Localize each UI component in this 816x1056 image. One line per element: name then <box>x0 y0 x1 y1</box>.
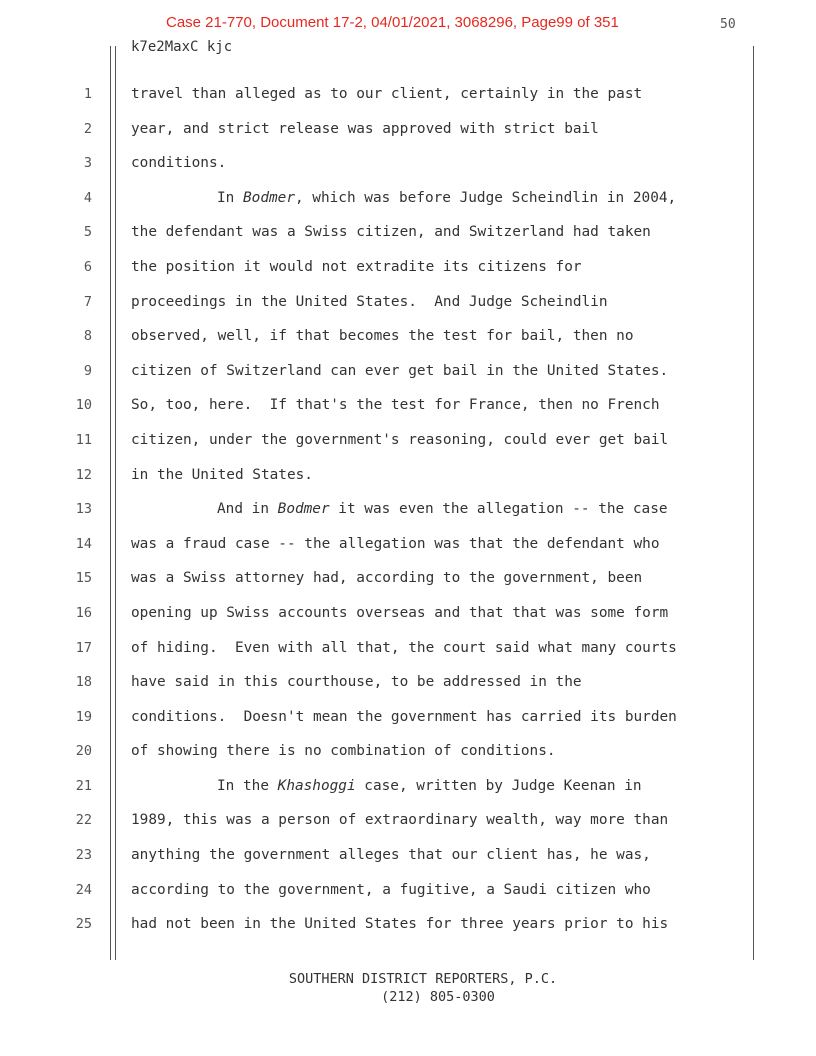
line-number: 21 <box>75 777 92 794</box>
line-number: 6 <box>83 258 92 275</box>
transcript-line <box>0 423 816 458</box>
text-segment: observed, well, if that becomes the test for bail, then no <box>131 328 634 345</box>
transcript-line <box>0 631 816 666</box>
transcript-line <box>0 319 816 354</box>
transcript-body <box>0 77 816 942</box>
footer-reporter: SOUTHERN DISTRICT REPORTERS, P.C. <box>288 971 558 987</box>
transcript-line <box>0 146 816 181</box>
line-number: 12 <box>75 466 92 483</box>
line-number: 23 <box>75 847 92 864</box>
line-number: 16 <box>75 604 92 621</box>
transcript-line <box>0 354 816 389</box>
transcript-line <box>0 561 816 596</box>
text-segment: the defendant was a Swiss citizen, and Switzerland had taken <box>131 224 651 241</box>
line-text <box>131 121 599 137</box>
line-number: 14 <box>75 535 92 552</box>
case-name-italic: Khashoggi <box>277 777 356 794</box>
text-segment: conditions. <box>131 155 227 172</box>
line-number: 22 <box>75 812 92 829</box>
transcript-line <box>0 665 816 700</box>
text-segment: travel than alleged as to our client, certainly in the past <box>131 86 643 102</box>
transcript-line <box>0 250 816 285</box>
line-text <box>131 432 668 448</box>
line-text <box>131 743 556 759</box>
line-number: 17 <box>75 639 92 656</box>
text-segment: was a fraud case -- the allegation was that the defendant who <box>131 535 660 552</box>
text-segment: of hiding. Even with all that, the court said what many courts <box>131 639 677 656</box>
transcript-line <box>0 215 816 250</box>
line-number: 3 <box>83 155 92 172</box>
line-text <box>131 882 651 898</box>
line-number: 9 <box>83 362 92 379</box>
text-segment: citizen, under the government's reasoning, could ever get bail <box>131 431 669 448</box>
line-text <box>131 640 677 656</box>
transcript-line <box>0 769 816 804</box>
transcript-line <box>0 803 816 838</box>
transcript-line <box>0 285 816 320</box>
text-segment: proceedings in the United States. And Judge Scheindlin <box>131 293 608 310</box>
line-number: 5 <box>83 224 92 241</box>
line-text <box>131 605 668 621</box>
line-number: 24 <box>75 881 92 898</box>
line-number: 19 <box>75 708 92 725</box>
line-number: 20 <box>75 743 92 760</box>
line-number: 25 <box>75 916 92 933</box>
transcript-line <box>0 181 816 216</box>
line-text <box>131 570 642 586</box>
transcript-line <box>0 596 816 631</box>
text-segment: had not been in the United States for three years prior to his <box>131 916 669 933</box>
line-text <box>131 467 313 483</box>
transcript-line <box>0 458 816 493</box>
line-text <box>131 674 582 690</box>
line-number: 8 <box>83 328 92 345</box>
text-segment: it was even the allegation -- the case <box>329 501 668 518</box>
line-text <box>131 397 660 413</box>
line-number: 7 <box>83 293 92 310</box>
text-segment: opening up Swiss accounts overseas and that that was some form <box>131 604 669 621</box>
text-segment: In <box>217 189 243 206</box>
line-text <box>131 847 651 863</box>
text-segment: according to the government, a fugitive, a Saudi citizen who <box>131 881 651 898</box>
line-text <box>131 916 668 932</box>
line-number: 2 <box>83 120 92 137</box>
text-segment: And in <box>217 501 278 518</box>
line-text <box>131 709 677 725</box>
transcript-line <box>0 873 816 908</box>
case-header-stamp: Case 21-770, Document 17-2, 04/01/2021, 3068296, Page99 of 351 <box>166 14 619 31</box>
line-text <box>131 536 660 552</box>
text-segment: the position it would not extradite its citizens for <box>131 258 582 275</box>
footer-phone: (212) 805-0300 <box>381 989 495 1005</box>
line-text <box>131 328 634 344</box>
transcript-line <box>0 77 816 112</box>
line-text <box>131 86 642 102</box>
text-segment: have said in this courthouse, to be addressed in the <box>131 674 582 691</box>
transcript-line <box>0 700 816 735</box>
page-number: 50 <box>720 17 736 32</box>
line-text <box>217 501 668 517</box>
text-segment: citizen of Switzerland can ever get bail in the United States. <box>131 362 669 379</box>
transcript-line <box>0 527 816 562</box>
text-segment: anything the government alleges that our client has, he was, <box>131 847 651 864</box>
line-number: 10 <box>75 397 92 414</box>
reporter-id: k7e2MaxC kjc <box>131 39 233 55</box>
case-name-italic: Bodmer <box>277 501 330 518</box>
text-segment: was a Swiss attorney had, according to the government, been <box>131 570 643 587</box>
transcript-line <box>0 907 816 942</box>
text-segment: , which was before Judge Scheindlin in 2004, <box>294 189 677 206</box>
transcript-line <box>0 388 816 423</box>
text-segment: in the United States. <box>131 466 313 483</box>
line-number: 4 <box>83 189 92 206</box>
line-number: 15 <box>75 570 92 587</box>
transcript-line <box>0 838 816 873</box>
line-text <box>131 363 668 379</box>
text-segment: In the <box>217 777 278 794</box>
text-segment: 1989, this was a person of extraordinary wealth, way more than <box>131 812 669 829</box>
page-footer <box>0 970 816 1006</box>
text-segment: year, and strict release was approved with strict bail <box>131 120 599 137</box>
text-segment: case, written by Judge Keenan in <box>355 777 642 794</box>
line-number: 18 <box>75 674 92 691</box>
transcript-line <box>0 112 816 147</box>
line-text <box>131 294 608 310</box>
line-number: 13 <box>75 501 92 518</box>
transcript-line <box>0 734 816 769</box>
line-text <box>131 812 668 828</box>
line-number: 1 <box>83 86 92 102</box>
line-text <box>217 778 642 794</box>
line-text <box>131 224 651 240</box>
line-text <box>217 190 676 206</box>
line-number: 11 <box>75 431 92 448</box>
case-name-italic: Bodmer <box>243 189 295 206</box>
text-segment: of showing there is no combination of conditions. <box>131 743 556 760</box>
text-segment: conditions. Doesn't mean the government has carried its burden <box>131 708 677 725</box>
line-text <box>131 259 582 275</box>
transcript-line <box>0 492 816 527</box>
text-segment: So, too, here. If that's the test for France, then no French <box>131 397 660 414</box>
line-text <box>131 155 226 171</box>
